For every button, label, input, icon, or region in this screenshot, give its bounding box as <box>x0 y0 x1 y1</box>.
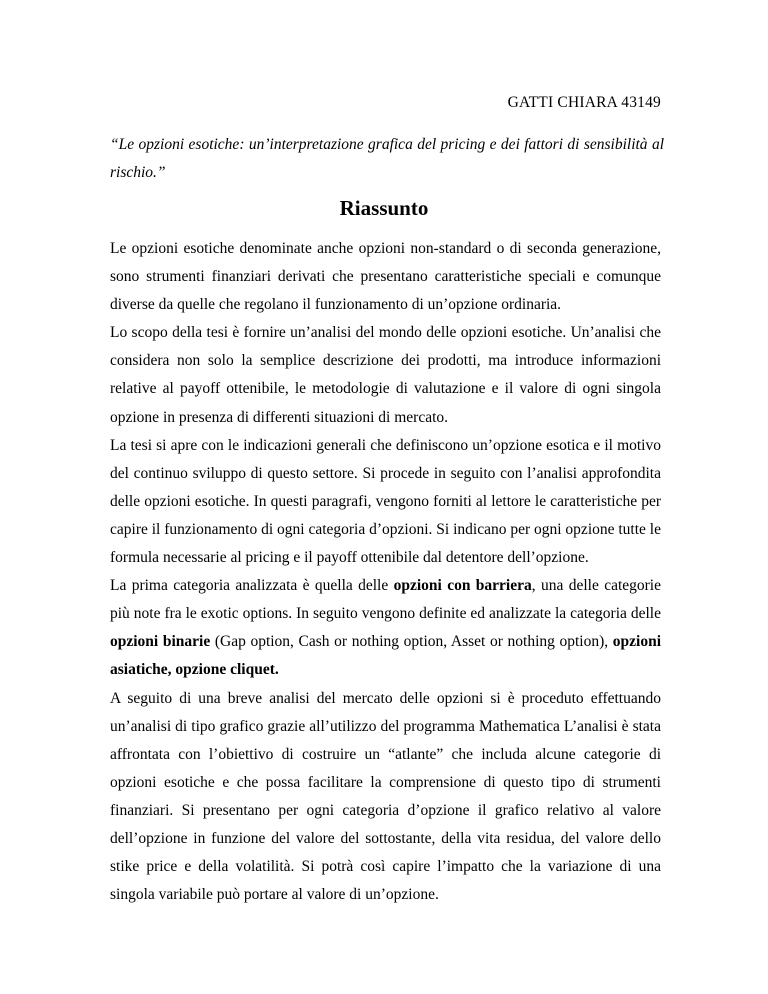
paragraph-categories-text-2: , una delle categorie più note fra le exotic options. In seguito vengono definite ed analizzate la categoria delle <box>110 577 661 623</box>
paragraph-structure: La tesi si apre con le indicazioni generali che definiscono un’opzione esotica e il motivo del continuo sviluppo di questo settore. Si procede in seguito con l’analisi approfondita delle opzioni esotiche. In questi paragrafi, vengono forniti al lettore le caratteristiche per capire il funzionamento di ogni categoria d’opzioni. Si indicano per ogni opzione tutte le formula necessarie al pricing e il payoff ottenibile dal detentore dell’opzione. <box>110 436 661 567</box>
paragraph-categories-text-3: (Gap option, Cash or nothing option, Asset or nothing option), <box>210 633 613 651</box>
term-barrier-options: opzioni con barriera <box>393 577 532 595</box>
paragraph-scope: Lo scopo della tesi è fornire un’analisi del mondo delle opzioni esotiche. Un’analisi che considera non solo la semplice descrizione dei prodotti, ma introduce informazioni relative al payoff ottenibile, le metodologie di valutazione e il valore di ogni singola opzione in presenza di differenti situazioni di mercato. <box>110 324 661 426</box>
paragraph-analysis: A seguito di una breve analisi del mercato delle opzioni si è proceduto effettuando un’analisi di tipo grafico grazie all’utilizzo del programma Mathematica L’analisi è stata affrontata con l’obiettivo di costruire un “atlante” che includa alcune categorie di opzioni esotiche e che possa facilitare la comprensione di questo tipo di strumenti finanziari. Si presentano per ogni categoria d’opzione il grafico relativo al valore dell’opzione in funzione del valore del sottostante, della vita residua, del valore dello stike price e della volatilità. Si potrà così capire l’impatto che la variazione di una singola variabile può portare al valore di un’opzione. <box>110 689 661 904</box>
paragraph-categories <box>110 572 661 684</box>
thesis-title: “Le opzioni esotiche: un’interpretazione grafica del pricing e dei fattori di sensibilità al rischio.” <box>110 136 664 181</box>
paragraph-categories-text-1: La prima categoria analizzata è quella delle <box>110 577 394 595</box>
body-text <box>110 235 661 909</box>
paragraph-intro: Le opzioni esotiche denominate anche opzioni non-standard o di seconda generazione, sono strumenti finanziari derivati che presentano caratteristiche speciali e comunque diverse da quelle che regolano il funzionamento di un’opzione ordinaria. <box>110 240 661 314</box>
author-line: GATTI CHIARA 43149 <box>507 94 661 111</box>
term-asian-cliquet-options: opzioni asiatiche, opzione cliquet. <box>110 633 661 679</box>
term-binary-options: opzioni binarie <box>110 633 211 651</box>
section-heading: Riassunto <box>339 196 429 220</box>
